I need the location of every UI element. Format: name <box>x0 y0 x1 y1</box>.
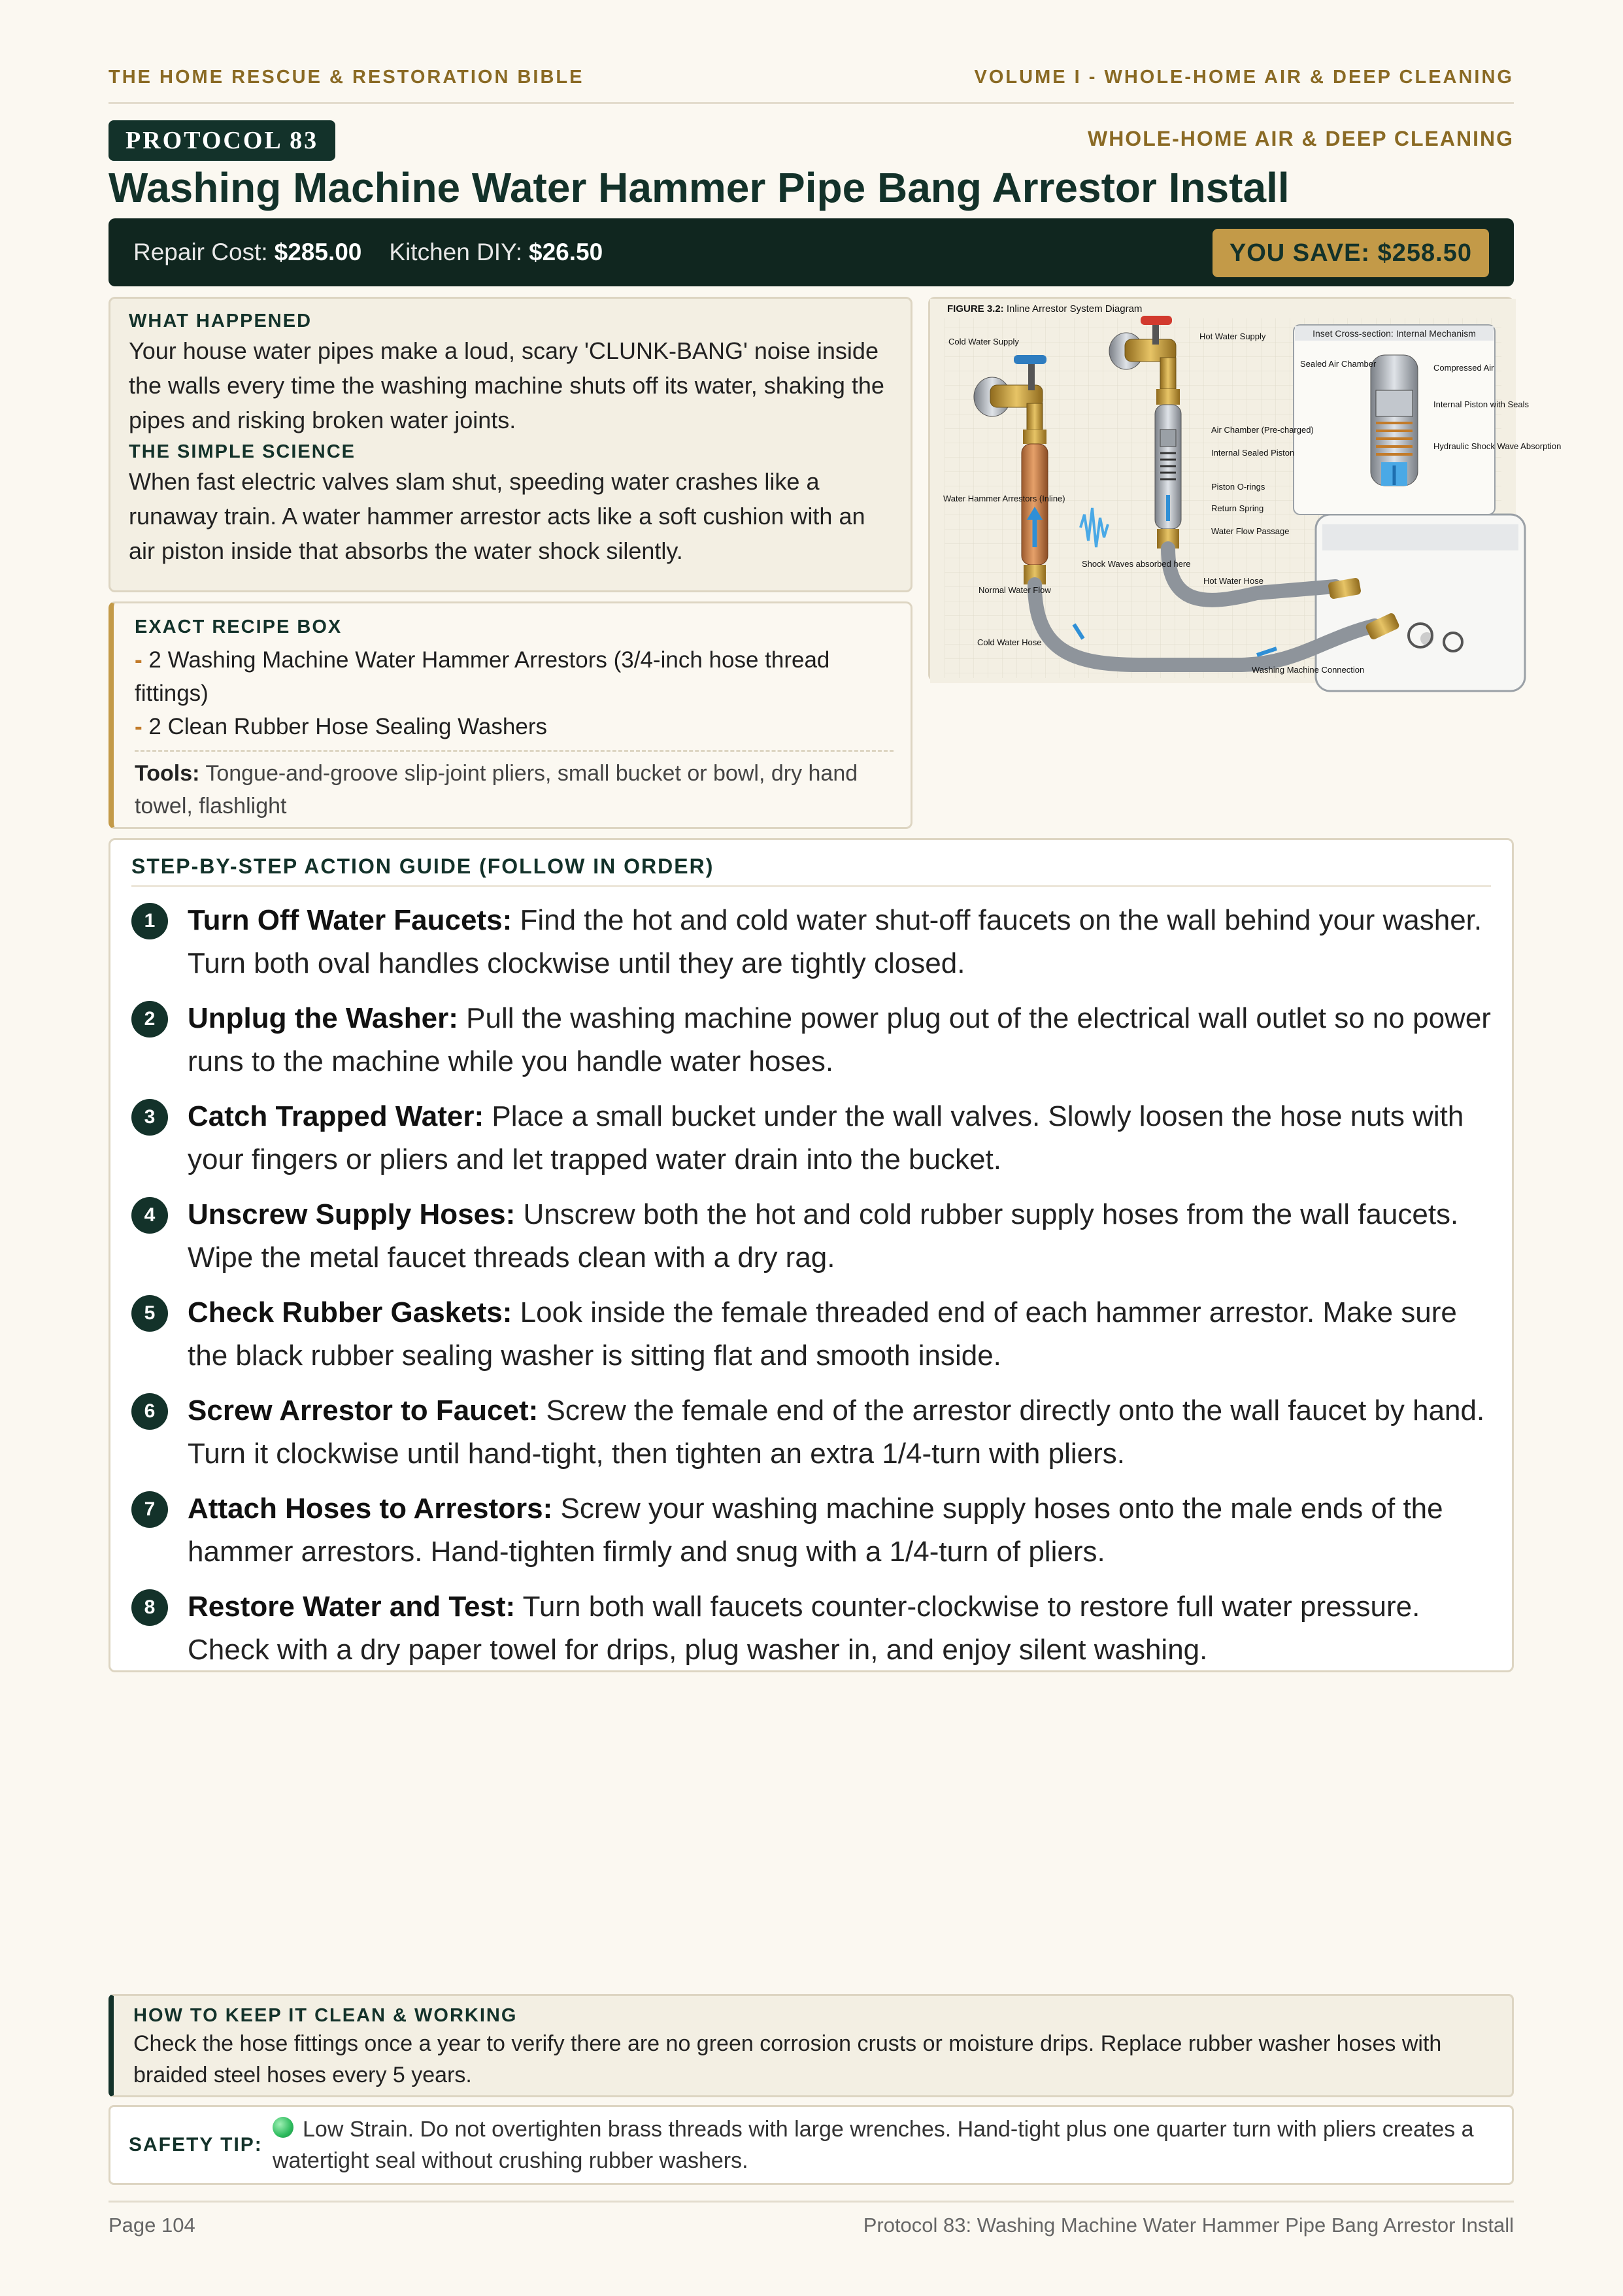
step-number: 8 <box>131 1589 168 1626</box>
step-title: Check Rubber Gaskets: <box>188 1296 512 1328</box>
step-title: Turn Off Water Faucets: <box>188 904 512 936</box>
step-number: 1 <box>131 903 168 939</box>
step-text: Look inside the female threaded end of each hammer arrestor. Make sure the black rubber sealing washer is sitting flat and smooth inside. <box>188 1296 1457 1372</box>
step-text: Place a small bucket under the wall valves. Slowly loosen the hose nuts with your fingers or pliers and let trapped water drain into the bucket. <box>188 1100 1464 1175</box>
what-happened-panel <box>109 297 912 592</box>
page-footer <box>109 2214 1514 2237</box>
tools-label: Tools: <box>135 761 200 786</box>
recipe-item: - 2 Washing Machine Water Hammer Arrestors (3/4-inch hose thread fittings) <box>135 647 830 706</box>
cold-arrestor-icon <box>1022 430 1048 584</box>
diy-cost-value: $26.50 <box>529 239 603 265</box>
step-item <box>131 899 1491 985</box>
repair-cost-label: Repair Cost: <box>133 239 268 265</box>
step-text: Screw your washing machine supply hoses onto the male ends of the hammer arrestors. Hand-tighten firmly and snug with a 1/4-turn of pliers. <box>188 1493 1443 1568</box>
category-label: WHOLE-HOME AIR & DEEP CLEANING <box>1087 127 1514 150</box>
label-hot-hose: Hot Water Hose <box>1203 576 1263 586</box>
step-title: Screw Arrestor to Faucet: <box>188 1394 539 1427</box>
figure-caption: FIGURE 3.2: Inline Arrestor System Diagram <box>947 303 1143 314</box>
action-guide <box>109 838 1514 1672</box>
step-item <box>131 1095 1491 1181</box>
step-text: Unscrew both the hot and cold rubber supply hoses from the wall faucets. Wipe the metal faucet threads clean with a dry rag. <box>188 1198 1459 1274</box>
page <box>109 0 1562 2296</box>
step-item <box>131 1389 1491 1476</box>
volume-title: VOLUME I - WHOLE-HOME AIR & DEEP CLEANING <box>974 66 1514 88</box>
step-number: 7 <box>131 1491 168 1528</box>
footer-running-title: Protocol 83: Washing Machine Water Hammer Pipe Bang Arrestor Install <box>863 2214 1514 2237</box>
step-item <box>131 1585 1491 1672</box>
running-header <box>109 64 1514 90</box>
step-number: 4 <box>131 1197 168 1234</box>
label-cold-supply: Cold Water Supply <box>948 337 1019 346</box>
label-hot-supply: Hot Water Supply <box>1199 331 1266 341</box>
footer-divider <box>109 2201 1514 2203</box>
science-heading: THE SIMPLE SCIENCE <box>129 441 356 462</box>
step-title: Catch Trapped Water: <box>188 1100 484 1132</box>
step-text: Screw the female end of the arrestor directly onto the wall faucet by hand. Turn it clockwise until hand-tight, then tighten an extra 1/4-turn with pliers. <box>188 1394 1485 1470</box>
label-flow-passage: Water Flow Passage <box>1211 526 1290 536</box>
maintenance-heading: HOW TO KEEP IT CLEAN & WORKING <box>133 2005 518 2026</box>
arrestor-diagram-figure <box>928 297 1562 681</box>
label-hydraulic: Hydraulic Shock Wave Absorption <box>1433 441 1562 451</box>
diy-cost-label: Kitchen DIY: <box>389 239 522 265</box>
step-text: Pull the washing machine power plug out of the electrical wall outlet so no power runs to the machine while you handle water hoses. <box>188 1002 1491 1077</box>
what-happened-text: Your house water pipes make a loud, scary 'CLUNK-BANG' noise inside the walls every time the washing machine shuts off its water, shaking the pipes and risking broken water joints. <box>129 337 884 433</box>
label-normal-flow: Normal Water Flow <box>979 585 1051 595</box>
what-happened-heading: WHAT HAPPENED <box>129 311 312 331</box>
protocol-badge: PROTOCOL 83 <box>109 120 335 161</box>
label-return-spring: Return Spring <box>1211 503 1264 513</box>
safety-heading: SAFETY TIP: <box>129 2134 263 2155</box>
recipe-box <box>109 601 912 829</box>
book-title: THE HOME RESCUE & RESTORATION BIBLE <box>109 66 584 88</box>
science-text: When fast electric valves slam shut, speeding water crashes like a runaway train. A water hammer arrestor acts like a soft cushion with an air piston inside that absorbs the water shock silently. <box>129 468 865 564</box>
step-title: Attach Hoses to Arrestors: <box>188 1493 553 1525</box>
label-sealed-air: Sealed Air Chamber <box>1300 359 1377 369</box>
step-text: Find the hot and cold water shut-off faucets on the wall behind your washer. Turn both oval handles clockwise until they are tightly closed. <box>188 904 1482 979</box>
step-title: Restore Water and Test: <box>188 1591 516 1623</box>
label-sealed-piston: Internal Sealed Piston <box>1211 448 1295 458</box>
step-item <box>131 997 1491 1083</box>
step-number: 2 <box>131 1001 168 1038</box>
header-divider <box>109 102 1514 104</box>
repair-cost-value: $285.00 <box>274 239 362 265</box>
step-title: Unplug the Washer: <box>188 1002 458 1034</box>
recipe-items <box>135 643 894 743</box>
green-status-dot-icon <box>273 2117 293 2138</box>
safety-tip-box <box>109 2105 1514 2185</box>
recipe-heading: EXACT RECIPE BOX <box>135 616 343 637</box>
arrestor-diagram <box>930 299 1562 683</box>
inset-cross-section <box>1294 325 1495 515</box>
step-item <box>131 1193 1491 1279</box>
step-number: 3 <box>131 1099 168 1136</box>
page-number: Page 104 <box>109 2214 195 2237</box>
label-shock-waves: Shock Waves absorbed here <box>1082 559 1191 569</box>
label-air-chamber: Air Chamber (Pre-charged) <box>1211 425 1314 435</box>
hot-arrestor-icon <box>1155 389 1181 549</box>
savings-badge: YOU SAVE: $258.50 <box>1213 229 1489 277</box>
step-number: 6 <box>131 1393 168 1430</box>
step-item <box>131 1291 1491 1377</box>
step-item <box>131 1487 1491 1574</box>
svg-text:Inset Cross-section: Internal: Inset Cross-section: Internal Mechanism <box>1313 328 1476 339</box>
safety-tip <box>273 2114 1494 2176</box>
label-washer-connection: Washing Machine Connection <box>1252 665 1365 675</box>
label-compressed-air: Compressed Air <box>1433 363 1494 373</box>
recipe-item: - 2 Clean Rubber Hose Sealing Washers <box>135 714 547 739</box>
step-text: Turn both wall faucets counter-clockwise to restore full water pressure. Check with a dry paper towel for drips, plug washer in, and enjoy silent washing. <box>188 1591 1420 1666</box>
label-arrestors-inline: Water Hammer Arrestors (Inline) <box>943 494 1065 503</box>
cost-bar <box>109 218 1514 286</box>
step-title: Unscrew Supply Hoses: <box>188 1198 516 1230</box>
safety-text: Low Strain. Do not overtighten brass threads with large wrenches. Hand-tight plus one quarter turn with pliers creates a watertight seal without crushing rubber washers. <box>273 2117 1474 2173</box>
label-cold-hose: Cold Water Hose <box>977 637 1042 647</box>
maintenance-text: Check the hose fittings once a year to verify there are no green corrosion crusts or moisture drips. Replace rubber washer hoses with braided steel hoses every 5 years. <box>133 2031 1442 2087</box>
tools-list <box>135 750 894 822</box>
maintenance-box <box>109 1994 1514 2097</box>
page-title: Washing Machine Water Hammer Pipe Bang Arrestor Install <box>109 164 1290 211</box>
tools-text: Tongue-and-groove slip-joint pliers, small bucket or bowl, dry hand towel, flashlight <box>135 761 858 819</box>
action-guide-heading: STEP-BY-STEP ACTION GUIDE (FOLLOW IN ORDER) <box>131 854 1491 887</box>
label-piston-orings: Piston O-rings <box>1211 482 1265 492</box>
step-number: 5 <box>131 1295 168 1332</box>
label-piston-seals: Internal Piston with Seals <box>1433 399 1529 409</box>
